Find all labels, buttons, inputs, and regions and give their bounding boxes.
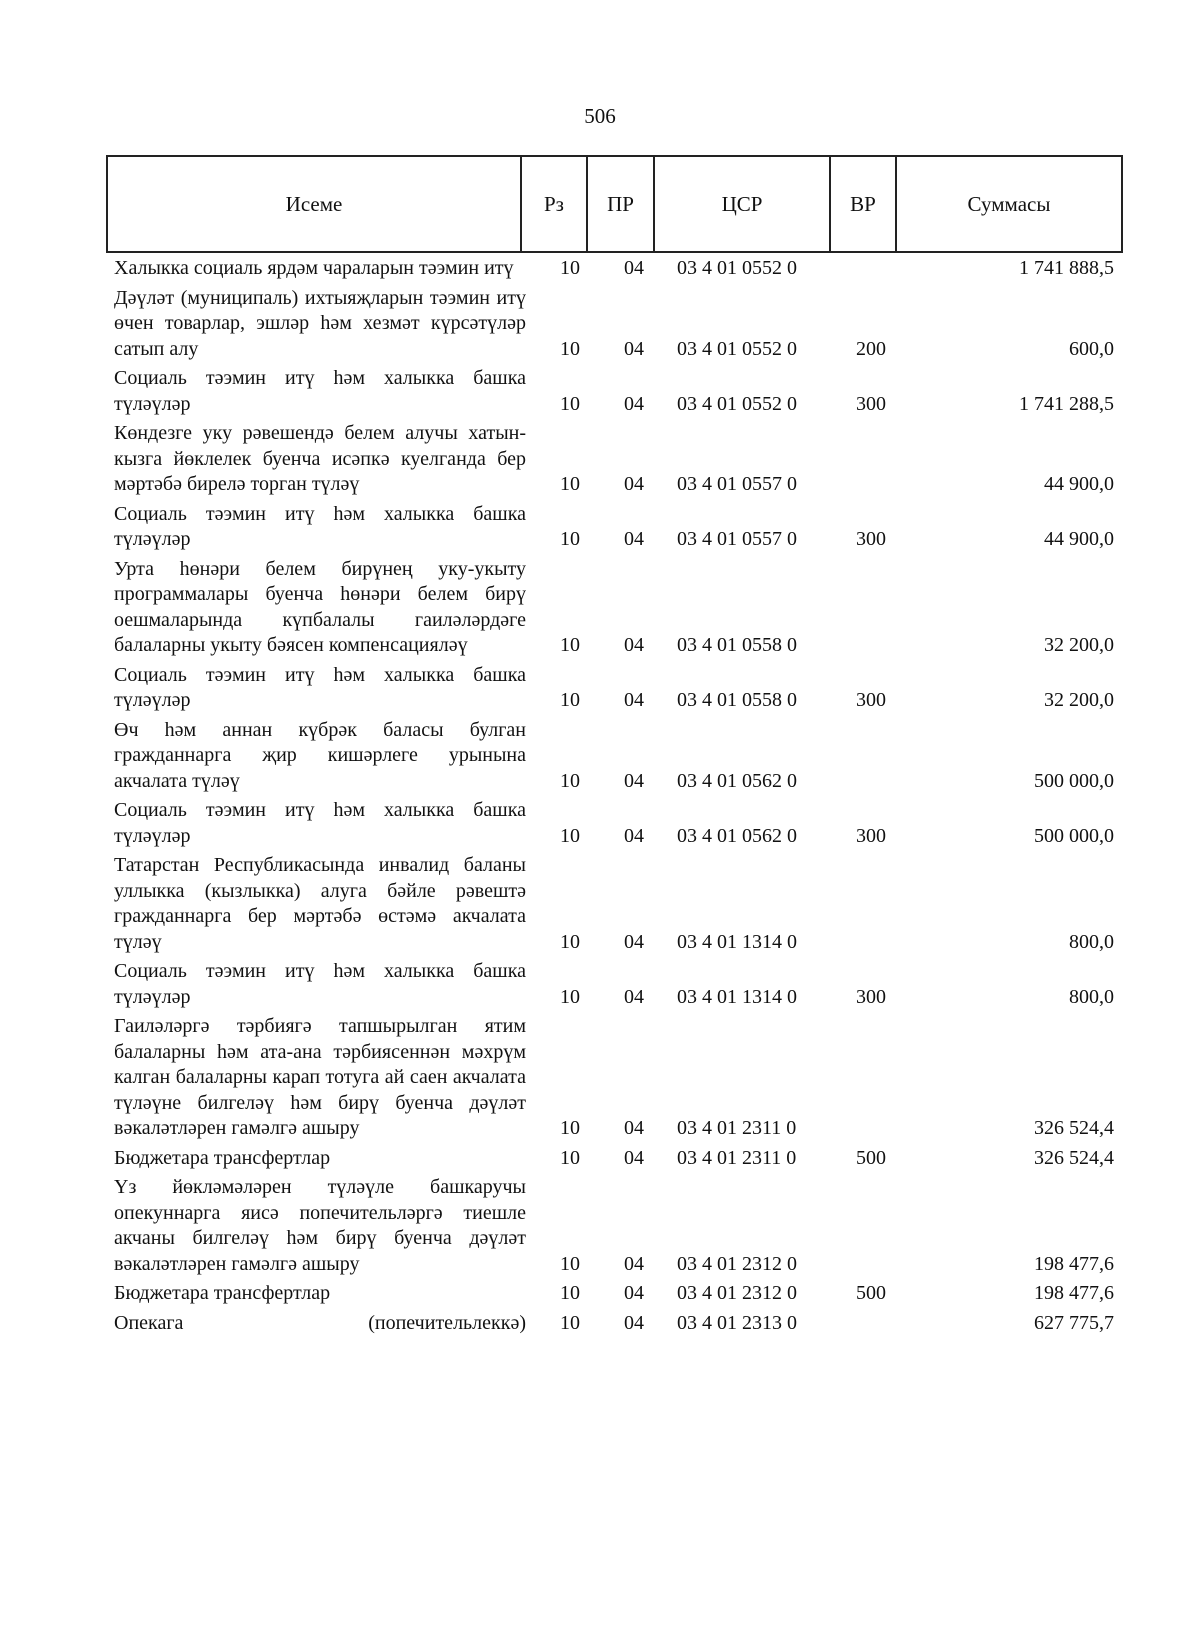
row-vr: 300 xyxy=(856,528,886,550)
row-sum: 44 900,0 xyxy=(1044,473,1114,495)
table-row xyxy=(114,798,1124,849)
row-sum: 198 477,6 xyxy=(1034,1252,1114,1275)
row-name: Социаль тәэмин итү һәм халыкка башка түләүләр xyxy=(114,367,526,415)
table-body xyxy=(114,256,1124,1336)
row-sum: 500 000,0 xyxy=(1034,769,1114,792)
row-vr: 200 xyxy=(856,337,886,360)
table-row xyxy=(114,959,1124,1010)
table-row xyxy=(114,1311,1124,1337)
row-name: Халыкка социаль ярдәм чараларын тәэмин итү xyxy=(114,257,514,279)
row-sum: 500 000,0 xyxy=(1034,824,1114,847)
table-row xyxy=(114,557,1124,659)
row-pr: 04 xyxy=(624,634,644,656)
row-rz: 10 xyxy=(560,1117,580,1139)
row-pr: 04 xyxy=(624,392,644,415)
row-csr: 03 4 01 0552 0 xyxy=(677,257,797,279)
row-pr: 04 xyxy=(624,985,644,1008)
row-name: Көндезге уку рәвешендә белем алучы хатын-кызга йөклелек буенча исәпкә куелганда бер мәртәбә бирелә торган түләү xyxy=(114,422,526,495)
table-row xyxy=(114,286,1124,363)
table-row xyxy=(114,1175,1124,1277)
page-number: 506 xyxy=(584,104,616,128)
header-vr: ВР xyxy=(830,156,896,252)
row-sum: 1 741 288,5 xyxy=(1019,392,1114,415)
row-csr: 03 4 01 2311 0 xyxy=(677,1146,797,1169)
row-rz: 10 xyxy=(560,1282,580,1304)
row-vr: 300 xyxy=(856,985,886,1008)
row-pr: 04 xyxy=(624,473,644,495)
table-row xyxy=(114,502,1124,553)
row-name: Социаль тәэмин итү һәм халыкка башка түләүләр xyxy=(114,502,526,550)
row-rz: 10 xyxy=(560,689,580,711)
row-csr: 03 4 01 0562 0 xyxy=(677,769,797,792)
table-row xyxy=(114,663,1124,714)
row-csr: 03 4 01 0552 0 xyxy=(677,392,797,415)
row-pr: 04 xyxy=(624,337,644,360)
row-rz: 10 xyxy=(560,1252,580,1275)
row-csr: 03 4 01 0562 0 xyxy=(677,824,797,847)
row-sum: 627 775,7 xyxy=(1034,1311,1114,1334)
table-row xyxy=(114,421,1124,498)
row-pr: 04 xyxy=(624,1117,644,1139)
table-row xyxy=(114,1146,1124,1172)
row-rz: 10 xyxy=(560,473,580,495)
row-pr: 04 xyxy=(624,1252,644,1275)
row-rz: 10 xyxy=(560,824,580,847)
row-pr: 04 xyxy=(624,1146,644,1169)
row-name: Өч һәм аннан күбрәк баласы булган гражданнарга җир кишәрлеге урынына акчалата түләү xyxy=(114,718,526,792)
row-sum: 1 741 888,5 xyxy=(1019,257,1114,279)
row-name: Бюджетара трансфертлар xyxy=(114,1282,331,1304)
row-sum: 600,0 xyxy=(1069,337,1114,360)
row-rz: 10 xyxy=(560,769,580,792)
row-vr: 500 xyxy=(856,1282,886,1304)
row-rz: 10 xyxy=(560,1146,580,1169)
row-sum: 800,0 xyxy=(1069,930,1114,953)
header-csr: ЦСР xyxy=(654,156,830,252)
table-row xyxy=(114,853,1124,955)
row-sum: 800,0 xyxy=(1069,985,1114,1008)
row-name: Гаиләләргә тәрбиягә тапшырылган ятим балаларны һәм ата-ана тәрбиясеннән мәхрүм калган балаларны карап тотуга ай саен акчалата түләүне билгеләү һәм бирү буенча дәүләт вәкаләтләрен гамәлгә ашыру xyxy=(114,1015,526,1139)
row-rz: 10 xyxy=(560,930,580,953)
row-rz: 10 xyxy=(560,528,580,550)
row-vr: 300 xyxy=(856,824,886,847)
row-rz: 10 xyxy=(560,634,580,656)
row-csr: 03 4 01 0552 0 xyxy=(677,337,797,360)
row-sum: 326 524,4 xyxy=(1034,1117,1114,1139)
row-csr: 03 4 01 0558 0 xyxy=(677,689,797,711)
row-pr: 04 xyxy=(624,1282,644,1304)
row-pr: 04 xyxy=(624,769,644,792)
row-pr: 04 xyxy=(624,1311,644,1334)
header-rz: Рз xyxy=(521,156,587,252)
header-name: Исеме xyxy=(107,156,521,252)
row-csr: 03 4 01 2312 0 xyxy=(677,1252,797,1275)
row-pr: 04 xyxy=(624,528,644,550)
row-pr: 04 xyxy=(624,824,644,847)
row-csr: 03 4 01 0557 0 xyxy=(677,473,797,495)
row-name: Дәүләт (муниципаль) ихтыяҗларын тәэмин итү өчен товарлар, эшләр һәм хезмәт күрсәтүләр сатып алу xyxy=(114,286,526,360)
row-rz: 10 xyxy=(560,985,580,1008)
row-pr: 04 xyxy=(624,689,644,711)
row-csr: 03 4 01 2313 0 xyxy=(677,1311,797,1334)
row-pr: 04 xyxy=(624,930,644,953)
row-csr: 03 4 01 1314 0 xyxy=(677,930,797,953)
table-header xyxy=(106,155,1123,253)
row-rz: 10 xyxy=(560,1311,580,1334)
row-name: Социаль тәэмин итү һәм халыкка башка түләүләр xyxy=(114,663,526,711)
row-rz: 10 xyxy=(560,392,580,415)
row-name: Урта һөнәри белем бирүнең уку-укыту программалары буенча һөнәри белем бирү оешмаларында күпбалалы гаиләләрдәге балаларны укыту бәясен компенсацияләү xyxy=(114,557,526,656)
row-rz: 10 xyxy=(560,257,580,279)
row-sum: 44 900,0 xyxy=(1044,528,1114,550)
row-csr: 03 4 01 0558 0 xyxy=(677,634,797,656)
row-rz: 10 xyxy=(560,337,580,360)
row-sum: 198 477,6 xyxy=(1034,1282,1114,1304)
row-name: Опекага (попечительлеккә) xyxy=(114,1311,526,1334)
row-name: Татарстан Республикасында инвалид баланы уллыкка (кызлыкка) алуга бәйле рәвештә гражданнарга бер мәртәбә өстәмә акчалата түләү xyxy=(114,854,526,953)
header-sum: Суммасы xyxy=(896,156,1122,252)
table-row xyxy=(114,1281,1124,1307)
row-sum: 326 524,4 xyxy=(1034,1146,1114,1169)
table-row xyxy=(114,1014,1124,1142)
row-pr: 04 xyxy=(624,257,644,279)
row-sum: 32 200,0 xyxy=(1044,634,1114,656)
table-row xyxy=(114,366,1124,417)
row-csr: 03 4 01 0557 0 xyxy=(677,528,797,550)
row-sum: 32 200,0 xyxy=(1044,689,1114,711)
row-csr: 03 4 01 2312 0 xyxy=(677,1282,797,1304)
row-name: Социаль тәэмин итү һәм халыкка башка түләүләр xyxy=(114,960,526,1008)
row-name: Үз йөкләмәләрен түләүле башкаручы опекуннарга яисә попечительләргә тиешле акчаны билгеләү һәм бирү буенча дәүләт вәкаләтләрен гамәлгә ашыру xyxy=(114,1176,526,1275)
row-csr: 03 4 01 1314 0 xyxy=(677,985,797,1008)
row-vr: 300 xyxy=(856,392,886,415)
row-csr: 03 4 01 2311 0 xyxy=(677,1117,797,1139)
table-row xyxy=(114,256,1124,282)
row-name: Бюджетара трансфертлар xyxy=(114,1146,331,1169)
row-vr: 300 xyxy=(856,689,886,711)
row-name: Социаль тәэмин итү һәм халыкка башка түләүләр xyxy=(114,799,526,847)
table-row xyxy=(114,718,1124,795)
row-vr: 500 xyxy=(856,1146,886,1169)
header-pr: ПР xyxy=(587,156,654,252)
